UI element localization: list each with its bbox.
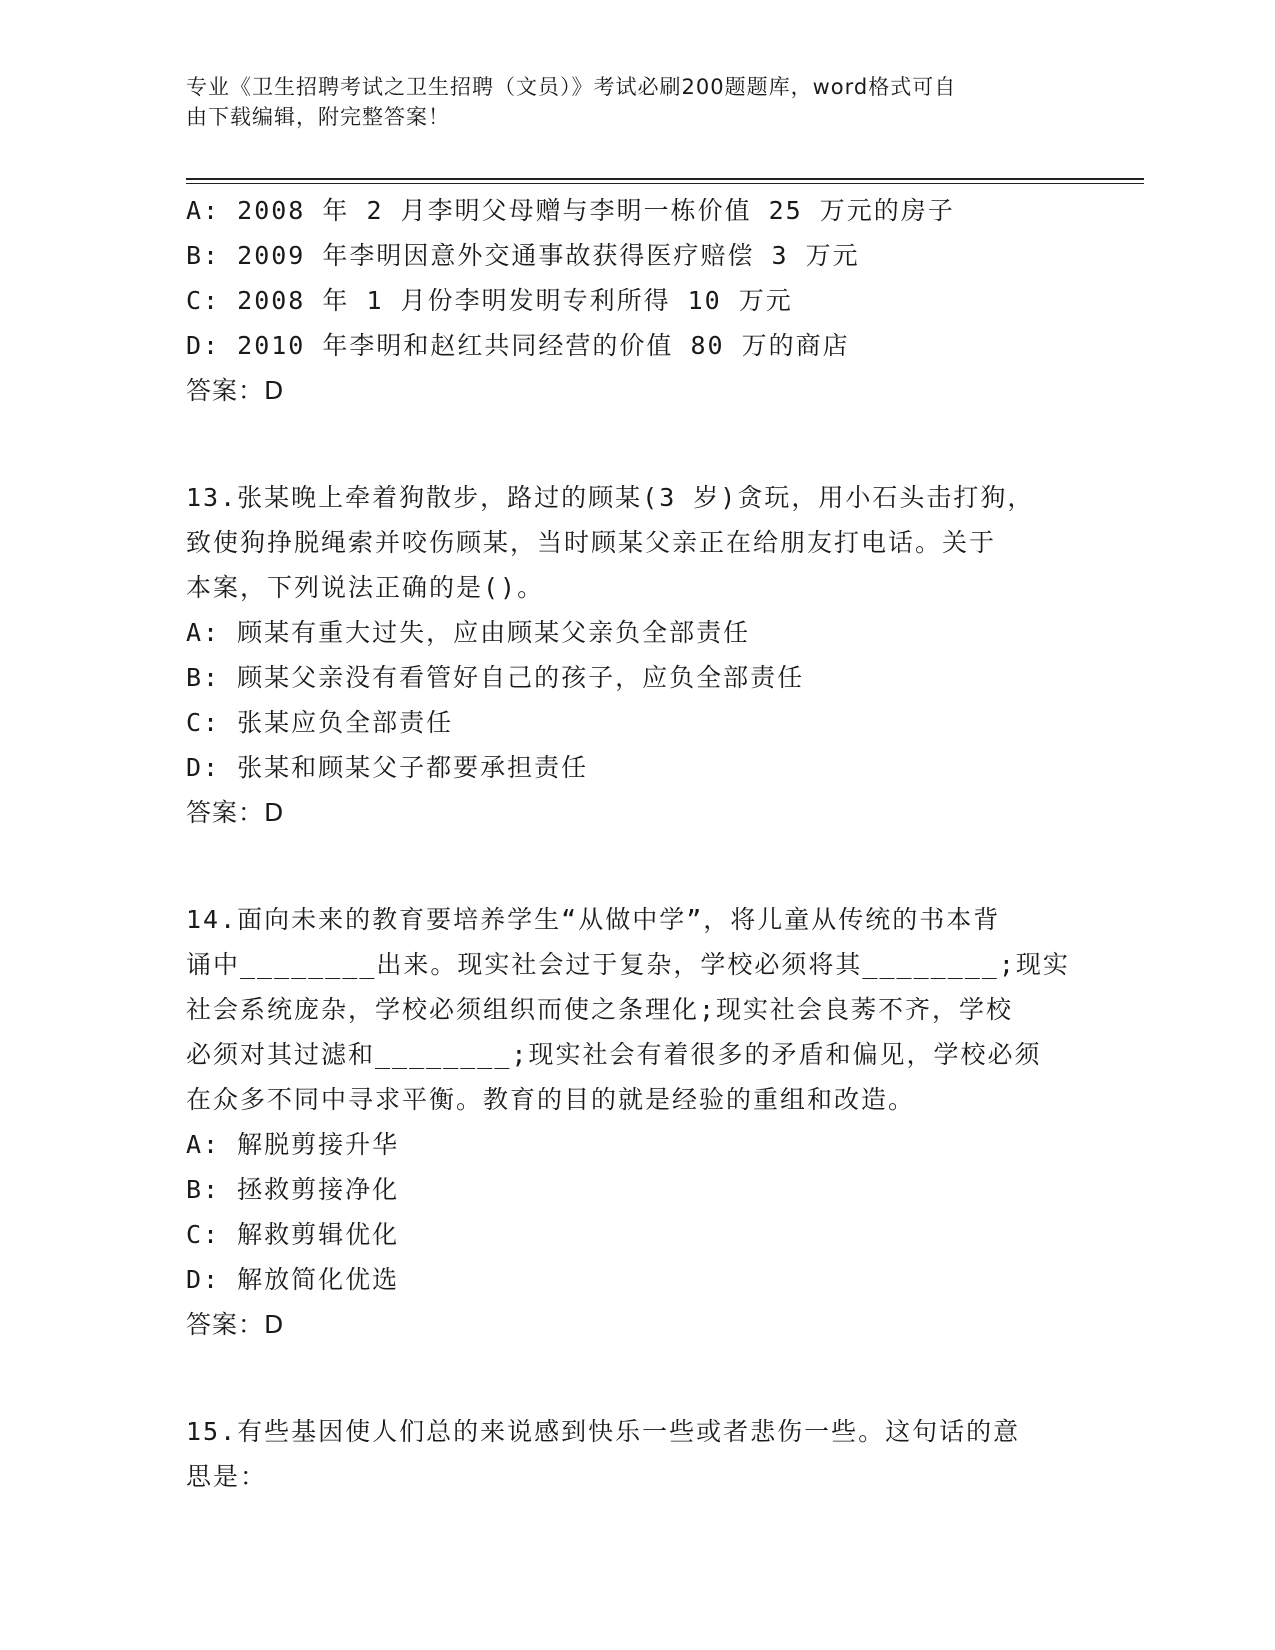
question-stem-line: 14.面向未来的教育要培养学生“从做中学”，将儿童从传统的书本背 <box>186 905 1001 934</box>
question-stem-line: 在众多不同中寻求平衡。教育的目的就是经验的重组和改造。 <box>186 1085 916 1114</box>
option-d: D: 解放简化优选 <box>186 1265 400 1294</box>
option-c: C: 解救剪辑优化 <box>186 1220 400 1249</box>
question-stem-line: 致使狗挣脱绳索并咬伤顾某，当时顾某父亲正在给朋友打电话。关于 <box>186 528 997 557</box>
option-b: B: 顾某父亲没有看管好自己的孩子，应负全部责任 <box>186 663 805 692</box>
question-13 <box>186 475 1066 835</box>
question-list <box>186 188 1070 1499</box>
question-stem-line: 本案，下列说法正确的是()。 <box>186 573 545 602</box>
question-stem-line: 思是： <box>186 1462 268 1491</box>
question-12 <box>186 188 1066 413</box>
answer-line: 答案：D <box>186 798 285 827</box>
question-spacer <box>186 413 1066 475</box>
question-spacer <box>186 835 1066 897</box>
question-stem-line: 诵中________出来。现实社会过于复杂，学校必须将其________;现实 <box>186 950 1070 979</box>
option-a: A: 解脱剪接升华 <box>186 1130 400 1159</box>
header-rule-thick <box>186 178 1144 180</box>
header-line-2: 由下载编辑，附完整答案！ <box>186 105 450 129</box>
option-c: C: 张某应负全部责任 <box>186 708 454 737</box>
option-d: D: 张某和顾某父子都要承担责任 <box>186 753 589 782</box>
option-c: C: 2008 年 1 月份李明发明专利所得 10 万元 <box>186 286 793 315</box>
option-d: D: 2010 年李明和赵红共同经营的价值 80 万的商店 <box>186 331 850 360</box>
question-15 <box>186 1409 1066 1499</box>
option-b: B: 拯救剪接净化 <box>186 1175 400 1204</box>
question-stem-line: 13.张某晚上牵着狗散步，路过的顾某(3 岁)贪玩，用小石头击打狗， <box>186 483 1035 512</box>
question-stem-line: 必须对其过滤和________;现实社会有着很多的矛盾和偏见，学校必须 <box>186 1040 1042 1069</box>
option-a: A: 2008 年 2 月李明父母赠与李明一栋价值 25 万元的房子 <box>186 196 955 225</box>
question-stem-line: 社会系统庞杂，学校必须组织而使之条理化;现实社会良莠不齐，学校 <box>186 995 1014 1024</box>
header-rule-thin <box>186 183 1144 184</box>
answer-line: 答案：D <box>186 376 285 405</box>
header-line-1: 专业《卫生招聘考试之卫生招聘（文员）》考试必刷200题题库，word格式可自 <box>186 75 957 99</box>
answer-line: 答案：D <box>186 1310 285 1339</box>
question-spacer <box>186 1347 1066 1409</box>
option-a: A: 顾某有重大过失，应由顾某父亲负全部责任 <box>186 618 751 647</box>
document-header <box>186 72 1066 132</box>
question-stem-line: 15.有些基因使人们总的来说感到快乐一些或者悲伤一些。这句话的意 <box>186 1417 1021 1446</box>
option-b: B: 2009 年李明因意外交通事故获得医疗赔偿 3 万元 <box>186 241 860 270</box>
question-14 <box>186 897 1070 1347</box>
